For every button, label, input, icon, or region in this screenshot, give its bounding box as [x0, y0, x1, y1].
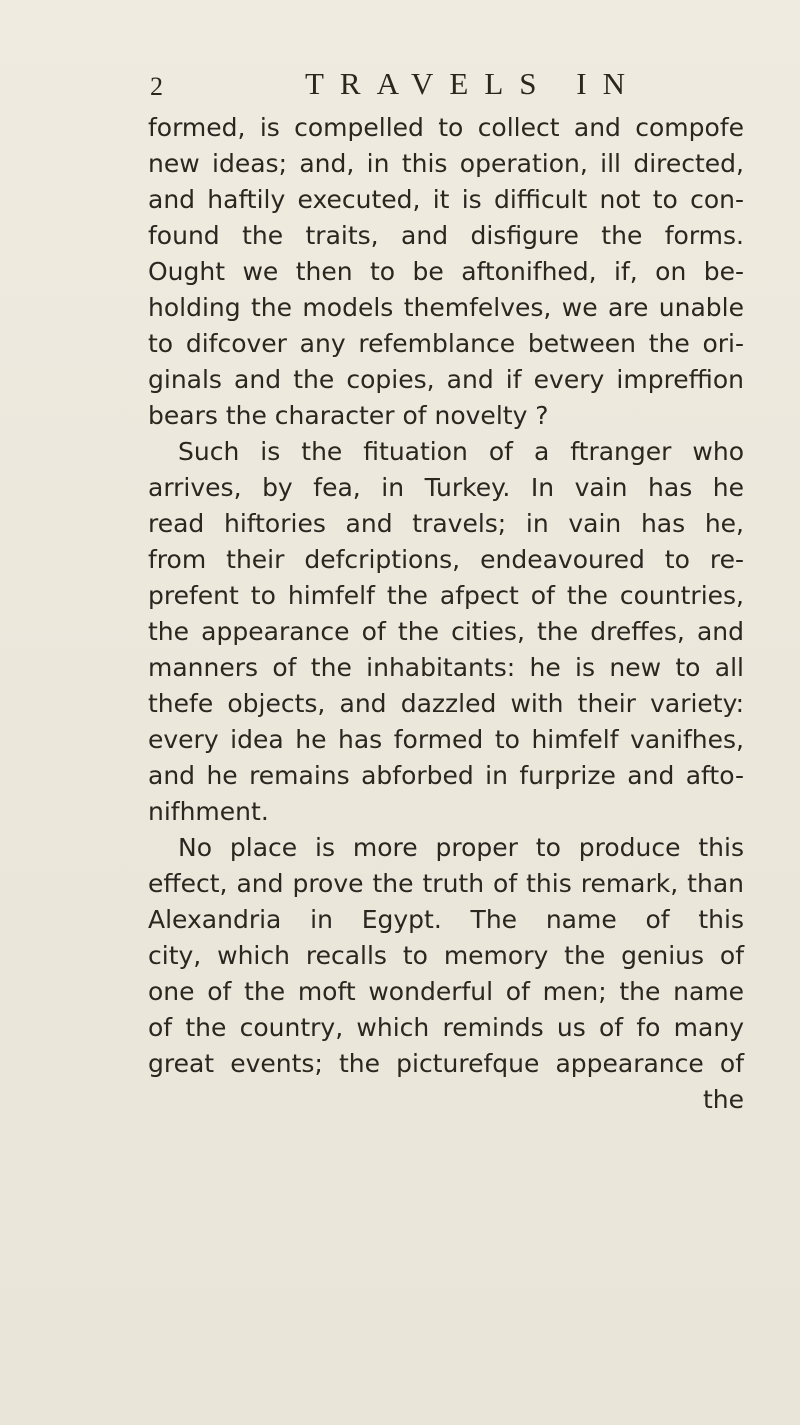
paragraph-start-line: No place is more proper to produce this [178, 833, 744, 862]
text-line: thefe objects, and dazzled with their variety: [148, 689, 744, 718]
text-line: read hiftories and travels; in vain has he, [148, 509, 744, 538]
text-line: holding the models themfelves, we are unable [148, 293, 744, 322]
text-line: to difcover any refemblance between the ori- [148, 329, 744, 358]
text-line: found the traits, and disfigure the forms. [148, 221, 744, 250]
text-line: arrives, by fea, in Turkey. In vain has he [148, 473, 744, 502]
text-line: and haftily executed, it is difficult not to con- [148, 185, 744, 214]
text-line: city, which recalls to memory the genius of [148, 941, 744, 970]
text-line: nifhment. [148, 797, 269, 826]
text-line: from their defcriptions, endeavoured to re- [148, 545, 744, 574]
text-line: great events; the picturefque appearance of [148, 1049, 744, 1078]
text-line: one of the moft wonderful of men; the name [148, 977, 744, 1006]
text-line: ginals and the copies, and if every impreffion [148, 365, 744, 394]
text-line: effect, and prove the truth of this remark, than [148, 869, 744, 898]
body-text [148, 110, 744, 1118]
paragraph-start-line: Such is the fituation of a ftranger who [178, 437, 744, 466]
text-line: bears the character of novelty ? [148, 401, 549, 430]
text-line: the appearance of the cities, the dreffes, and [148, 617, 744, 646]
text-line: every idea he has formed to himfelf vanifhes, [148, 725, 744, 754]
page-header [0, 58, 800, 108]
catchword: the [702, 1085, 744, 1114]
text-line: formed, is compelled to collect and compofe [148, 113, 744, 142]
text-line: of the country, which reminds us of fo many [148, 1013, 744, 1042]
text-line: prefent to himfelf the afpect of the countries, [148, 581, 744, 610]
text-line: Alexandria in Egypt. The name of this [148, 905, 744, 934]
text-line: Ought we then to be aftonifhed, if, on be- [148, 257, 744, 286]
text-line: manners of the inhabitants: he is new to all [148, 653, 744, 682]
running-head: TRAVELS IN [305, 66, 641, 101]
text-line: and he remains abforbed in furprize and afto- [148, 761, 744, 790]
text-line: new ideas; and, in this operation, ill directed, [148, 149, 744, 178]
page-number: 2 [150, 72, 163, 101]
